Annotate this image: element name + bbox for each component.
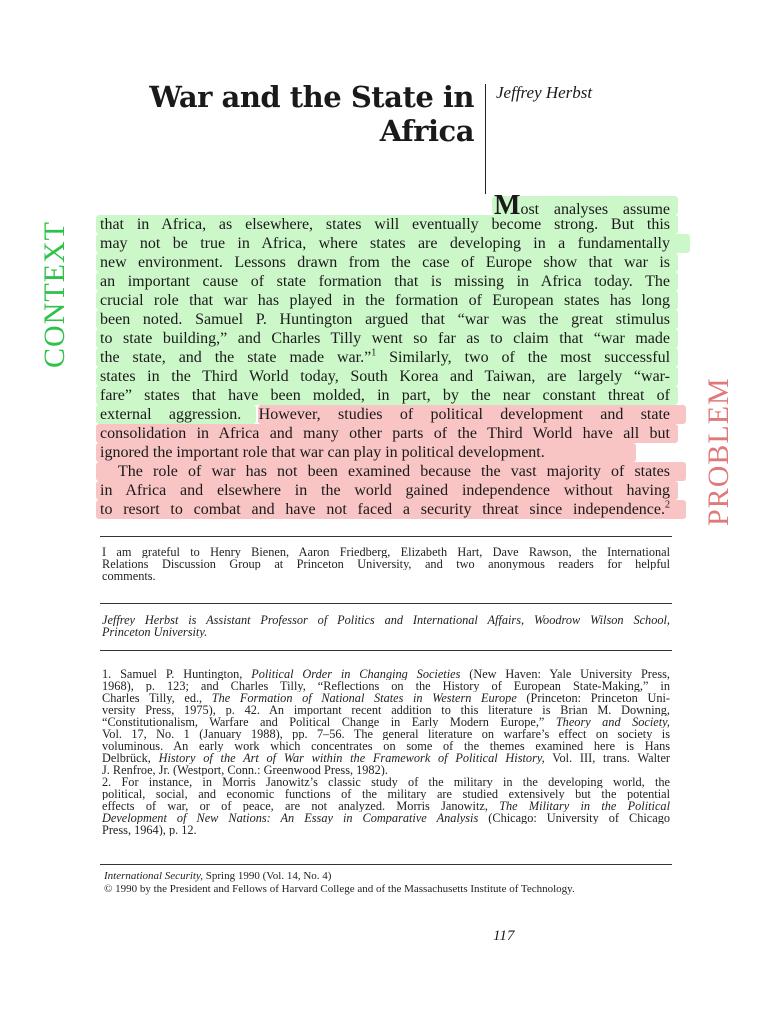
body-line: the state, and the state made war.”$^1$ Similarly, two of the most successful xyxy=(100,347,671,366)
context-annotation xyxy=(38,221,88,370)
journal-name: International Security, xyxy=(104,870,203,882)
journal-citation: International Security, Spring 1990 (Vol. 14, No. 4) © 1990 by the President and Fellows of Harvard College and of the Massachusetts Institute of Technology. xyxy=(104,870,575,895)
drop-cap: M xyxy=(494,190,521,221)
footnote-1: 1. Samuel P. Huntington, Political Order in Changing Societies (New Haven: Yale University Press, xyxy=(102,668,670,680)
author-name: Jeffrey Herbst xyxy=(496,83,593,102)
body-line: Most analyses assume xyxy=(494,190,670,221)
body-line: consolidation in Africa and many other parts of the Third World have all but xyxy=(100,425,670,442)
footnote-ref-2[interactable]: 2 xyxy=(665,499,670,511)
problem-label: PROBLEM xyxy=(702,377,735,526)
section-divider xyxy=(100,603,672,604)
body-line: crucial role that war has played in the formation of European states has long xyxy=(100,292,670,309)
body-line: to state building,” and Charles Tilly went so far as to claim that “war made xyxy=(100,330,670,347)
section-divider xyxy=(100,536,672,537)
footnote-ref-1[interactable]: 1 xyxy=(371,347,377,359)
body-line: external aggression. However, studies of political development and state xyxy=(100,406,671,423)
body-line: may not be true in Africa, where states are developing in a fundamentally xyxy=(100,235,670,252)
body-line: The role of war has not been examined because the vast majority of states xyxy=(118,463,670,480)
context-label: CONTEXT xyxy=(38,221,71,368)
title-divider xyxy=(485,84,486,194)
body-line: ignored the important role that war can play in political development. xyxy=(100,444,545,461)
footnotes: 1. Samuel P. Huntington, Political Order in Changing Societies (New Haven: Yale University Press, 1968), p. 123; and Charles Tilly, “Reflections on the History of European State-Making,” in Charles Tilly, ed., The Formation of National States in Western Europe (Princeton: Princeton Uni- versity Press, 1975), p. 42. An important recent addition to this literature is Brian M. Downing, “Constitutionalism, Warfare and Political Change in Early Modern Europe,” Theory and Society, Vol. 17, No. 1 (January 1988), pp. 7–56. The general literature on warfare’s effect on society is voluminous. An early work which concentrates on some of the themes examined here is Hans Delbrück, History of the Art of War within the Framework of Political History, Vol. III, trans. Walter J. Renfroe, Jr. (Westport, Conn.: Greenwood Press, 1982). 2. For instance, in Morris Janowitz’s classic study of the military in the developing world, the political, social, and economic functions of the military are studied extensively but the potential effects of war, or of peace, are not analyzed. Morris Janowitz, The Military in the Political Development of New Nations: An Essay in Comparative Analysis (Chicago: University of Chicago Press, 1964), p. 12. xyxy=(102,668,670,836)
body-line: states in the Third World today, South Korea and Taiwan, are largely “war- xyxy=(100,368,670,385)
title-line-2: Africa xyxy=(379,114,474,148)
section-divider xyxy=(100,650,672,651)
body-line: fare” states that have been molded, in part, by the near constant threat of xyxy=(100,387,670,404)
body-line: that in Africa, as elsewhere, states will eventually become strong. But this xyxy=(100,216,670,233)
problem-annotation xyxy=(688,377,748,530)
body-line: in Africa and elsewhere in the world gained independence without having xyxy=(100,482,670,499)
title-line-1: War and the State in xyxy=(149,80,474,114)
footnote-2: 2. For instance, in Morris Janowitz’s classic study of the military in the developing world, the xyxy=(102,776,670,788)
body-line: an important cause of state formation that is missing in Africa today. The xyxy=(100,273,670,290)
section-divider xyxy=(100,864,672,865)
body-line: been noted. Samuel P. Huntington argued that “war was the great stimulus xyxy=(100,311,670,328)
article-title xyxy=(120,80,474,148)
acknowledgement: I am grateful to Henry Bienen, Aaron Friedberg, Elizabeth Hart, Dave Rawson, the International Relations Discussion Group at Princeton University, and two anonymous readers for helpful comments. xyxy=(102,546,670,582)
page-number: 117 xyxy=(493,928,515,944)
copyright: © 1990 by the President and Fellows of Harvard College and of the Massachusetts Institute of Technology. xyxy=(104,883,575,895)
body-line: to resort to combat and have not faced a security threat since independence.$^2$ xyxy=(100,499,670,518)
body-line: new environment. Lessons drawn from the case of Europe show that war is xyxy=(100,254,670,271)
author-bio: Jeffrey Herbst is Assistant Professor of Politics and International Affairs, Woodrow Wilson School, Princeton University. xyxy=(102,614,670,638)
